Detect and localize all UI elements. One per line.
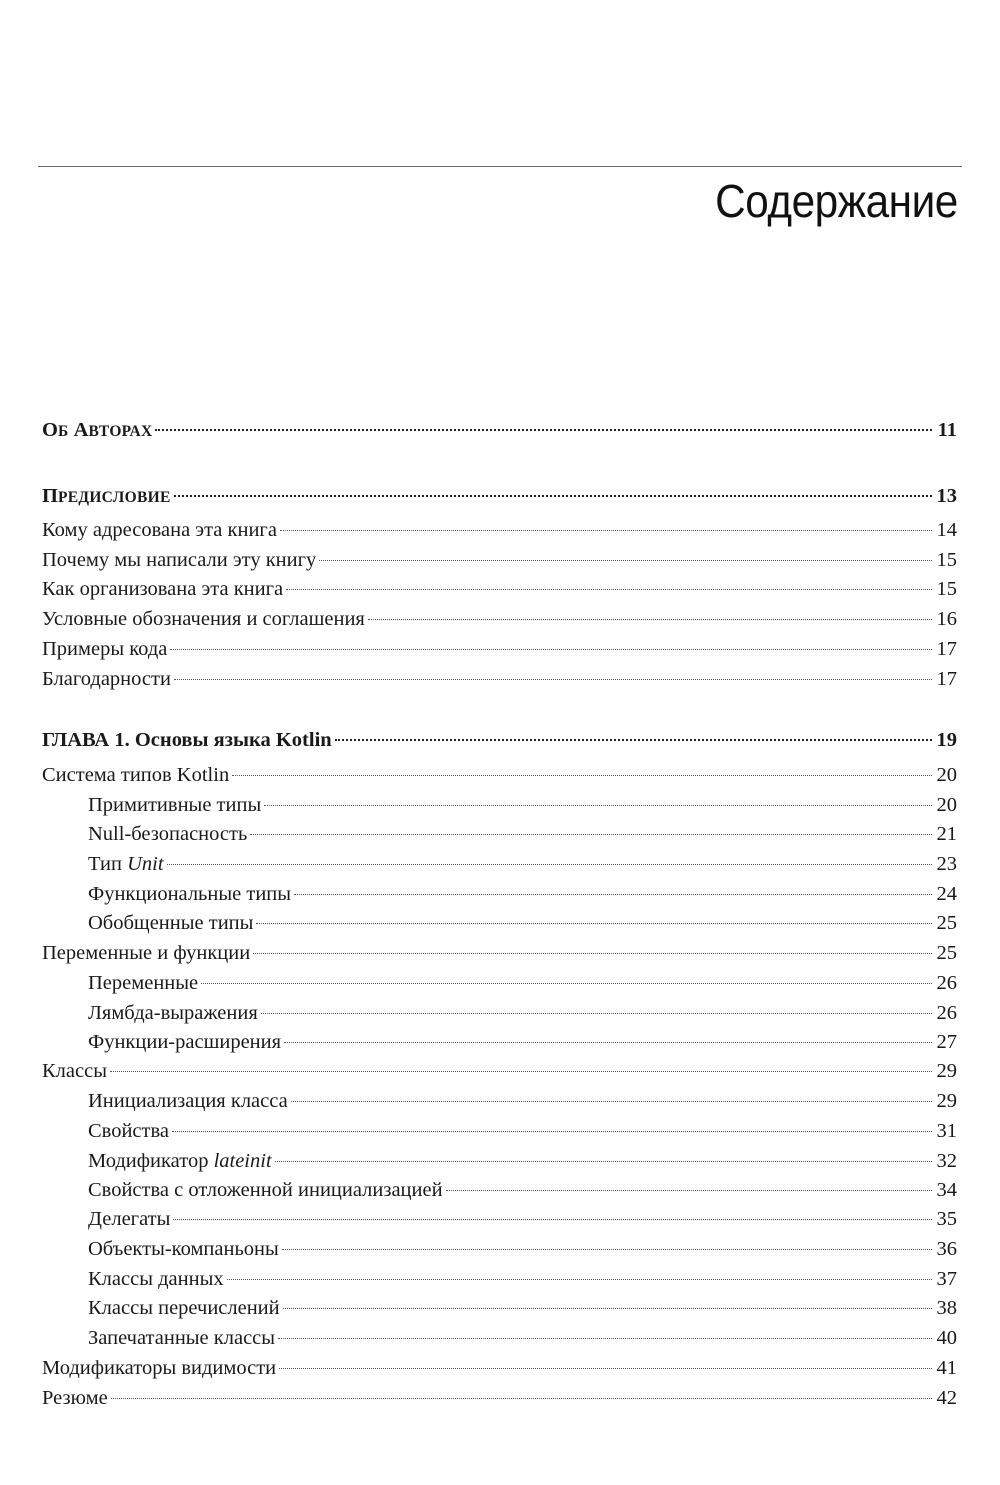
toc-entry[interactable] — [42, 576, 957, 602]
toc-page-number: 21 — [936, 823, 957, 845]
toc-entry-label: Null-безопасность — [88, 823, 248, 845]
dot-leader — [283, 1308, 932, 1309]
dot-leader — [275, 1161, 932, 1162]
toc-entry-label: Запечатанные классы — [88, 1327, 276, 1349]
toc-entry-label: ПРЕДИСЛОВИЕ — [42, 485, 171, 507]
toc-page-number: 15 — [936, 549, 957, 571]
toc-page-number: 37 — [936, 1268, 957, 1290]
toc-page-number: 26 — [936, 972, 957, 994]
toc-page-number: 34 — [936, 1179, 957, 1201]
dot-leader — [253, 953, 932, 954]
toc-page-number: 24 — [936, 883, 957, 905]
toc-page-number: 17 — [936, 668, 957, 690]
toc-entry[interactable] — [42, 606, 957, 632]
toc-page-number: 31 — [936, 1120, 957, 1142]
toc-section[interactable] — [42, 483, 957, 511]
toc-entry-label: Классы перечислений — [88, 1297, 280, 1319]
toc-page-number: 25 — [936, 912, 957, 934]
toc-page-number: 11 — [937, 419, 957, 441]
toc-entry-label: Лямбда-выражения — [88, 1002, 258, 1024]
toc-entry[interactable] — [42, 762, 957, 788]
toc-entry[interactable] — [88, 1029, 957, 1055]
toc-entry[interactable] — [88, 1000, 957, 1026]
dot-leader — [174, 679, 932, 680]
toc-entry[interactable] — [88, 881, 957, 907]
toc-entry[interactable] — [88, 792, 957, 818]
toc-entry-label: Делегаты — [88, 1208, 171, 1230]
toc-entry-label: Резюме — [42, 1387, 108, 1409]
toc-entry[interactable] — [88, 1177, 957, 1203]
toc-entry-label: Классы — [42, 1060, 107, 1082]
dot-leader — [335, 739, 932, 741]
toc-entry-label: Благодарности — [42, 668, 171, 690]
toc-entry-label: Система типов Kotlin — [42, 764, 230, 786]
toc-page-number: 26 — [936, 1002, 957, 1024]
dot-leader — [201, 983, 932, 984]
toc-page-number: 32 — [936, 1150, 957, 1172]
toc-section[interactable] — [42, 417, 957, 445]
page-title: Содержание — [715, 175, 958, 227]
toc-entry-label: Свойства с отложенной инициализацией — [88, 1179, 443, 1201]
toc-entry[interactable] — [88, 1266, 957, 1292]
dot-leader — [256, 923, 932, 924]
toc-entry-label: Переменные — [88, 972, 199, 994]
table-of-contents — [42, 0, 957, 1485]
toc-page-number: 35 — [936, 1208, 957, 1230]
toc-page-number: 14 — [936, 519, 957, 541]
toc-page-number: 38 — [936, 1297, 957, 1319]
dot-leader — [264, 805, 932, 806]
dot-leader — [286, 589, 932, 590]
toc-entry-label: Функции-расширения — [88, 1031, 282, 1053]
dot-leader — [174, 495, 932, 497]
dot-leader — [291, 1101, 932, 1102]
toc-entry-label: Переменные и функции — [42, 942, 251, 964]
toc-entry[interactable] — [88, 1148, 957, 1174]
toc-entry-label: Модификатор lateinit — [88, 1150, 272, 1172]
toc-entry[interactable] — [88, 1206, 957, 1232]
toc-entry-label: Модификаторы видимости — [42, 1357, 277, 1379]
dot-leader — [282, 1249, 932, 1250]
dot-leader — [294, 894, 932, 895]
dot-leader — [172, 1131, 932, 1132]
toc-page-number: 42 — [936, 1387, 957, 1409]
toc-entry-label: Тип Unit — [88, 853, 164, 875]
toc-page-number: 25 — [936, 942, 957, 964]
toc-entry-label: Кому адресована эта книга — [42, 519, 277, 541]
toc-entry[interactable] — [42, 1058, 957, 1084]
toc-entry[interactable] — [42, 1355, 957, 1381]
toc-entry-label: Функциональные типы — [88, 883, 292, 905]
toc-entry-label: Объекты-компаньоны — [88, 1238, 279, 1260]
toc-entry[interactable] — [42, 666, 957, 692]
dot-leader — [261, 1013, 932, 1014]
toc-entry[interactable] — [42, 636, 957, 662]
dot-leader — [279, 1368, 932, 1369]
toc-entry[interactable] — [88, 821, 957, 847]
toc-entry[interactable] — [88, 1295, 957, 1321]
dot-leader — [232, 775, 932, 776]
toc-page-number: 17 — [936, 638, 957, 660]
toc-entry-label: Почему мы написали эту книгу — [42, 549, 317, 571]
dot-leader — [250, 834, 932, 835]
toc-entry[interactable] — [88, 851, 957, 877]
dot-leader — [155, 429, 932, 431]
dot-leader — [319, 560, 932, 561]
toc-entry[interactable] — [42, 517, 957, 543]
toc-entry[interactable] — [42, 940, 957, 966]
toc-page-number: 19 — [936, 729, 957, 751]
toc-page-number: 20 — [936, 764, 957, 786]
toc-entry-label: Примитивные типы — [88, 794, 262, 816]
toc-entry-italic-term: Unit — [127, 853, 164, 875]
dot-leader — [111, 1398, 932, 1399]
toc-entry-italic-term: lateinit — [213, 1150, 272, 1172]
toc-entry[interactable] — [88, 1325, 957, 1351]
dot-leader — [368, 619, 932, 620]
dot-leader — [173, 1219, 932, 1220]
dot-leader — [170, 649, 932, 650]
toc-entry[interactable] — [42, 547, 957, 573]
toc-entry-label: Инициализация класса — [88, 1090, 288, 1112]
dot-leader — [284, 1042, 932, 1043]
dot-leader — [446, 1190, 932, 1191]
toc-page-number: 29 — [936, 1090, 957, 1112]
toc-entry[interactable] — [88, 1118, 957, 1144]
toc-page-number: 23 — [936, 853, 957, 875]
toc-entry-label: Классы данных — [88, 1268, 224, 1290]
toc-page-number: 36 — [936, 1238, 957, 1260]
toc-page-number: 41 — [936, 1357, 957, 1379]
toc-chapter[interactable] — [42, 727, 957, 753]
dot-leader — [280, 530, 932, 531]
dot-leader — [278, 1338, 932, 1339]
dot-leader — [227, 1279, 932, 1280]
toc-page-number: 16 — [936, 608, 957, 630]
toc-page-number: 20 — [936, 794, 957, 816]
dot-leader — [167, 864, 932, 865]
toc-page-number: 40 — [936, 1327, 957, 1349]
dot-leader — [110, 1071, 932, 1072]
toc-entry-label: ГЛАВА 1. Основы языка Kotlin — [42, 729, 332, 751]
toc-page-number: 29 — [936, 1060, 957, 1082]
toc-entry[interactable] — [88, 1088, 957, 1114]
toc-entry[interactable] — [88, 1236, 957, 1262]
toc-entry[interactable] — [42, 1385, 957, 1411]
toc-entry-label: Обобщенные типы — [88, 912, 254, 934]
toc-entry-label: Как организована эта книга — [42, 578, 284, 600]
toc-entry-label: Условные обозначения и соглашения — [42, 608, 365, 630]
toc-entry-label: Свойства — [88, 1120, 169, 1142]
toc-entry-label: Примеры кода — [42, 638, 168, 660]
toc-page-number: 27 — [936, 1031, 957, 1053]
toc-page-number: 15 — [936, 578, 957, 600]
toc-entry[interactable] — [88, 910, 957, 936]
toc-page-number: 13 — [936, 485, 957, 507]
toc-entry[interactable] — [88, 970, 957, 996]
toc-entry-label: ОБ АВТОРАХ — [42, 419, 153, 441]
